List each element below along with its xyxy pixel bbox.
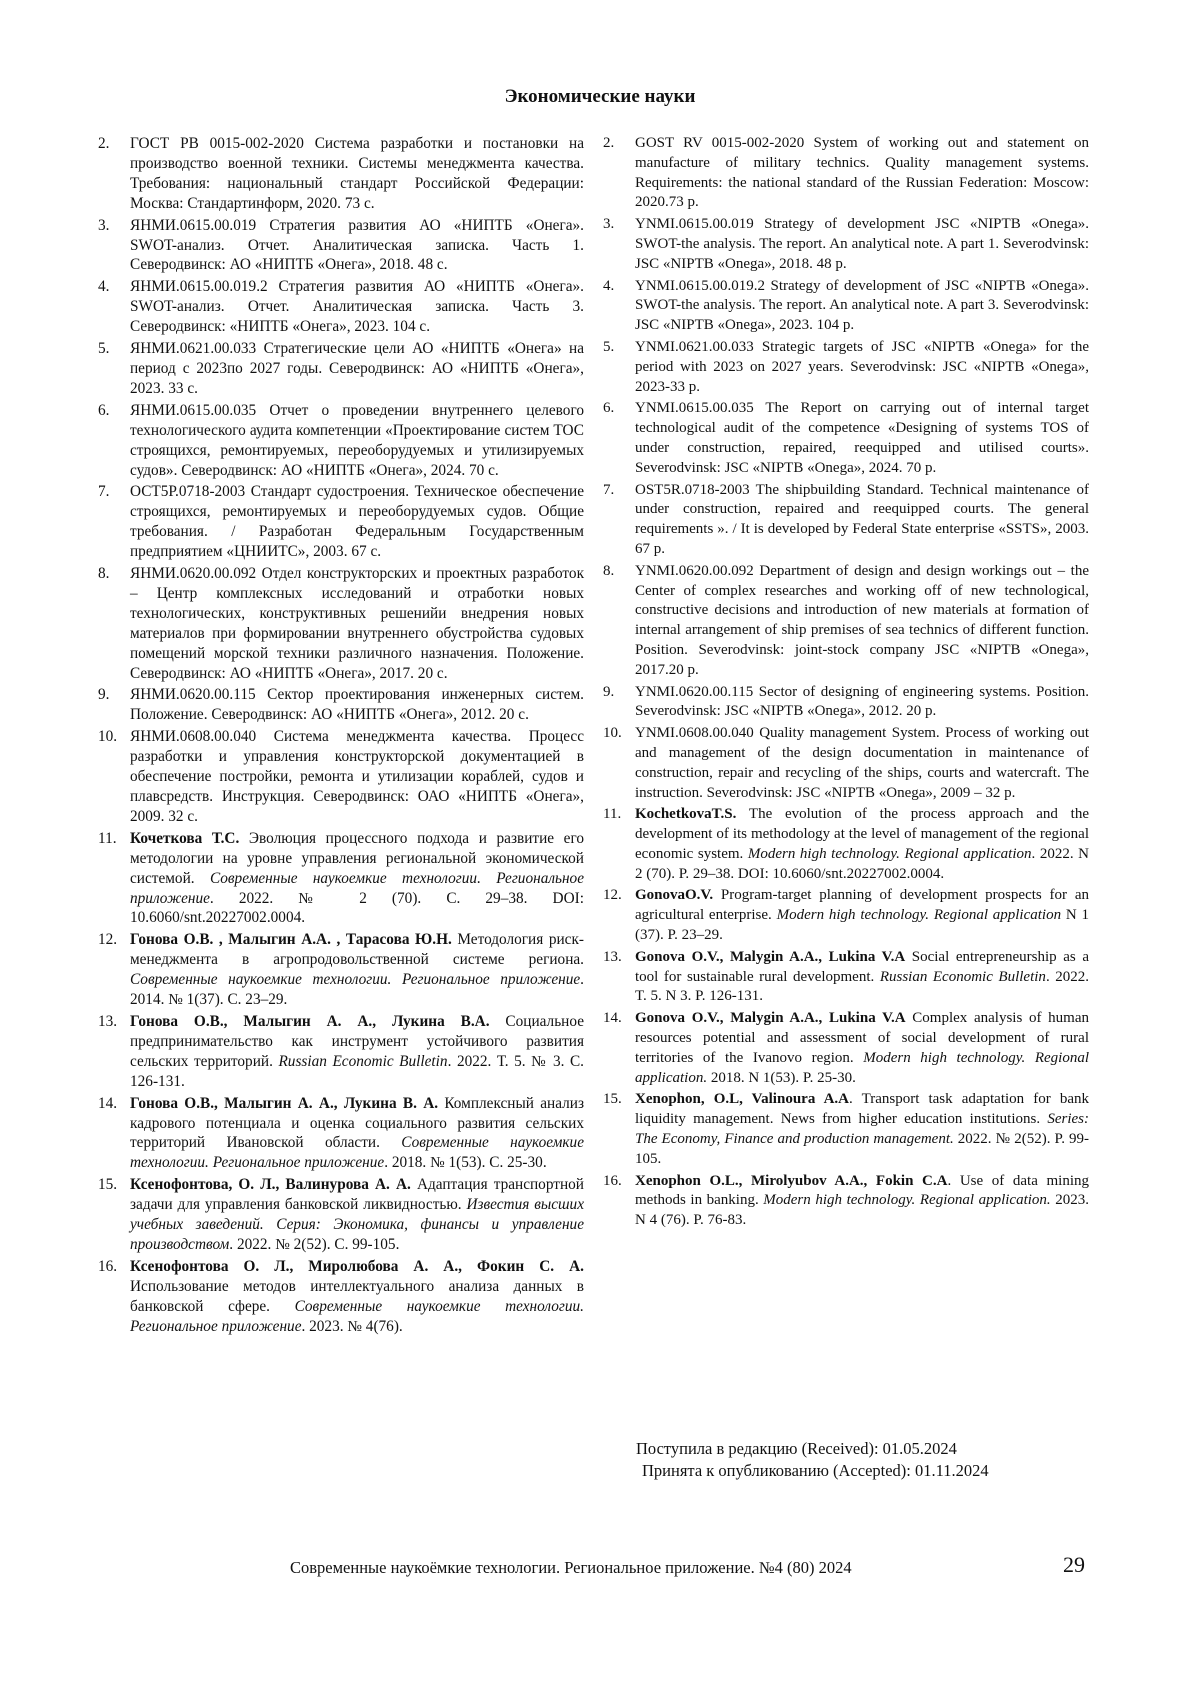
reference-number: 4. bbox=[98, 278, 110, 296]
reference-title: . Transport task adaptation for bank liquidity management. News from higher education institutions. bbox=[635, 1091, 1089, 1128]
reference-details: . 2018. № 1(53). С. 25-30. bbox=[384, 1154, 547, 1172]
reference-item bbox=[98, 829, 584, 929]
reference-authors: Xenophon O.L., Mirolyubov A.A., Fokin C.A bbox=[635, 1172, 948, 1189]
reference-authors: Gonova O.V., Malygin A.A., Lukina V.A bbox=[635, 948, 906, 965]
reference-title: OST5R.0718-2003 The shipbuilding Standard. Technical maintenance of under construction, repaired and reequipped courts. The general requirements ». / It is developed by Federal State enterprise «SSTS», 2003. 67 p. bbox=[635, 481, 1089, 557]
reference-title: YNMI.0621.00.033 Strategic targets of JSC «NIPTB «Onega» for the period with 2023 on 2027 years. Severodvinsk: JSC «NIPTB «Onega», 2023-33 p. bbox=[635, 338, 1089, 395]
reference-title: ЯНМИ.0615.00.035 Отчет о проведении внутреннего целевого технологического аудита компетенции «Проектирование систем ТОС строящихся, ремонтируемых, переоборудуемых и утилизируемых судов». Северодвинск: АО «НИПТБ «Онега», 2024. 70 с. bbox=[130, 401, 584, 479]
reference-number: 14. bbox=[98, 1094, 118, 1112]
reference-text bbox=[130, 930, 584, 1010]
reference-text bbox=[130, 727, 584, 827]
reference-text bbox=[130, 1094, 584, 1174]
reference-number: 13. bbox=[98, 1012, 118, 1030]
reference-number: 5. bbox=[603, 338, 615, 355]
reference-text bbox=[130, 401, 584, 481]
reference-title: Social entrepreneurship as a tool for sustainable rural development. bbox=[635, 948, 1089, 985]
reference-number: 12. bbox=[98, 931, 118, 949]
reference-title: YNMI.0615.00.019 Strategy of development JSC «NIPTB «Onega». SWOT-the analysis. The report. An analytical note. A part 1. Severodvinsk: JSC «NIPTB «Onega», 2018. 48 p. bbox=[635, 216, 1089, 272]
reference-details: . 2022. № 2 (70). С. 29–38. DOI: 10.6060/snt.20227002.0004. bbox=[130, 889, 584, 927]
reference-details: 2018. N 1(53). P. 25-30. bbox=[707, 1069, 856, 1086]
reference-journal: Современные наукоемкие технологии. Региональное приложение bbox=[130, 971, 581, 989]
reference-title: Эволюция процессного подхода и развитие его методологии на уровне управления региональной экономической системой. bbox=[130, 829, 585, 887]
reference-item bbox=[98, 1094, 584, 1174]
reference-journal: Известия высших учебных заведений. Серия: Экономика, финансы и управление производством bbox=[130, 1196, 584, 1253]
reference-title: Program-target planning of development prospects for an agricultural enterprise. bbox=[635, 887, 1089, 924]
reference-text bbox=[635, 562, 1089, 681]
reference-item bbox=[603, 215, 1089, 274]
reference-number: 8. bbox=[603, 562, 615, 579]
reference-number: 14. bbox=[603, 1010, 622, 1027]
reference-number: 6. bbox=[603, 400, 615, 417]
reference-details: . 2022. N 2 (70). P. 29–38. DOI: 10.6060/snt.20227002.0004. bbox=[635, 845, 1090, 882]
reference-journal: Russian Economic Bulletin bbox=[278, 1052, 448, 1070]
reference-list-en bbox=[603, 134, 1089, 1231]
journal-footer: Современные наукоёмкие технологии. Региональное приложение. №4 (80) 2024 bbox=[290, 1558, 852, 1577]
reference-title: YNMI.0615.00.035 The Report on carrying out of internal target technological audit of the competence «Designing of systems TOS of under construction, repaired, reequipped and utilised courts». Severodvinsk: JSC «NIPTB «Onega», 2024. 70 p. bbox=[635, 400, 1089, 476]
reference-title: The evolution of the process approach and the development of its methodology at the level of management of the regional economic system. bbox=[635, 806, 1089, 862]
reference-title: ОСТ5Р.0718-2003 Стандарт судостроения. Техническое обеспечение строящихся, ремонтируемых и переоборудуемых судов. Общие требования. / Разработан Федеральным Государственным предприятием «ЦНИИТС», 2003. 67 с. bbox=[130, 483, 584, 561]
reference-authors: Gonova O.V., Malygin A.A., Lukina V.A bbox=[635, 1010, 906, 1027]
reference-text bbox=[635, 338, 1089, 397]
reference-journal: Russian Economic Bulletin bbox=[879, 968, 1046, 985]
reference-text bbox=[635, 399, 1089, 478]
reference-item bbox=[603, 338, 1089, 397]
reference-details: . 2022. № 2(52). С. 99-105. bbox=[229, 1235, 400, 1253]
reference-text bbox=[130, 1012, 584, 1092]
reference-number: 11. bbox=[98, 829, 117, 847]
reference-item bbox=[603, 805, 1089, 884]
reference-item bbox=[98, 339, 584, 399]
reference-details: 2022. № 2(52). P. 99-105. bbox=[635, 1131, 1089, 1167]
reference-number: 5. bbox=[98, 340, 110, 358]
reference-title: GOST RV 0015-002-2020 System of working out and statement on manufacture of military technics. Quality management systems. Requirements: the national standard of the Russian Federation: Moscow: 2020.73 p. bbox=[635, 135, 1089, 211]
reference-number: 15. bbox=[603, 1091, 622, 1108]
reference-title: ЯНМИ.0608.00.040 Система менеджмента качества. Процесс разработки и управления конструкторской документацией в обеспечение постройки, ремонта и утилизации кораблей, судов и плавсредств. Инструкция. Северодвинск: ОАО «НИПТБ «Онега», 2009. 32 с. bbox=[130, 728, 584, 825]
reference-item bbox=[603, 481, 1089, 560]
reference-text bbox=[130, 829, 584, 929]
reference-number: 15. bbox=[98, 1176, 118, 1194]
reference-text bbox=[635, 215, 1089, 274]
reference-journal: Modern high technology. Regional application bbox=[776, 907, 1062, 924]
reference-item bbox=[603, 399, 1089, 478]
reference-title: Социальное предпринимательство как инструмент устойчивого развития сельских территорий. bbox=[130, 1012, 584, 1070]
reference-text bbox=[635, 805, 1089, 884]
reference-text bbox=[635, 1090, 1089, 1169]
reference-title: Использование методов интеллектуального анализа данных в банковской сфере. bbox=[130, 1277, 584, 1315]
reference-title: . Use of data mining methods in banking. bbox=[635, 1172, 1089, 1209]
reference-text bbox=[635, 134, 1089, 213]
reference-authors: GonovaO.V. bbox=[635, 887, 714, 904]
reference-title: ГОСТ РВ 0015-002-2020 Система разработки и постановки на производство военной техники. Системы менеджмента качества. Требования: национальный стандарт Российской Федерации: Москва: Стандартинформ, 2020. 73 с. bbox=[130, 135, 584, 212]
reference-item bbox=[98, 216, 584, 276]
reference-title: ЯНМИ.0615.00.019 Стратегия развития АО «НИПТБ «Онега». SWOT-анализ. Отчет. Аналитическая записка. Часть 1. Северодвинск: АО «НИПТБ «Онега», 2018. 48 с. bbox=[130, 216, 584, 274]
reference-details: . 2022. Т. 5. № 3. С. 126-131. bbox=[130, 1052, 584, 1090]
reference-journal: Modern high technology. Regional application. bbox=[763, 1192, 1051, 1209]
reference-details: N 1 (37). P. 23–29. bbox=[635, 907, 1089, 944]
reference-number: 4. bbox=[603, 277, 615, 294]
reference-details: 2023. N 4 (76). P. 76-83. bbox=[635, 1192, 1090, 1229]
reference-item bbox=[98, 401, 584, 481]
reference-title: ЯНМИ.0620.00.092 Отдел конструкторских и проектных разработок – Центр комплексных исследований и отработки новых технологических, конструктивных решенийи внедрения новых материалов при формировании внутреннего обустройства судовых помещений морской техники различного назначения. Положение. Северодвинск: АО «НИПТБ «Онега», 2017. 20 с. bbox=[130, 565, 584, 682]
reference-number: 10. bbox=[98, 728, 118, 746]
references-english-column bbox=[603, 134, 1089, 1233]
reference-item bbox=[98, 277, 584, 337]
references-russian-column bbox=[98, 134, 584, 1338]
reference-number: 10. bbox=[603, 725, 622, 742]
received-date: Поступила в редакцию (Received): 01.05.2024 bbox=[636, 1439, 957, 1458]
page-number: 29 bbox=[1063, 1552, 1085, 1577]
reference-details: . 2014. № 1(37). С. 23–29. bbox=[130, 971, 584, 1009]
reference-item bbox=[603, 886, 1089, 945]
reference-text bbox=[130, 134, 584, 214]
reference-authors: KochetkovaT.S. bbox=[635, 806, 737, 823]
reference-item bbox=[603, 683, 1089, 723]
reference-journal: Series: The Economy, Finance and production management. bbox=[635, 1111, 1089, 1148]
reference-authors: Гонова О.В., Малыгин А. А., Лукина В.А. bbox=[130, 1012, 490, 1030]
reference-number: 16. bbox=[603, 1172, 622, 1189]
reference-item bbox=[603, 1172, 1089, 1231]
reference-journal: Современные наукоемкие технологии. Региональное приложение bbox=[130, 1134, 584, 1172]
reference-text bbox=[130, 564, 584, 683]
reference-item bbox=[603, 1090, 1089, 1169]
reference-text bbox=[635, 1172, 1089, 1231]
reference-item bbox=[98, 1012, 584, 1092]
reference-text bbox=[635, 683, 1089, 723]
reference-item bbox=[98, 482, 584, 562]
reference-text bbox=[130, 685, 584, 725]
reference-item bbox=[98, 685, 584, 725]
reference-number: 7. bbox=[603, 481, 615, 498]
reference-authors: Xenophon, O.L, Valinoura A.A bbox=[635, 1091, 849, 1108]
reference-number: 16. bbox=[98, 1257, 118, 1275]
reference-text bbox=[130, 339, 584, 399]
reference-details: . 2022. T. 5. N 3. P. 126-131. bbox=[635, 968, 1089, 1005]
reference-item bbox=[98, 727, 584, 827]
reference-authors: Ксенофонтова, О. Л., Валинурова А. А. bbox=[130, 1176, 411, 1194]
reference-item bbox=[603, 277, 1089, 336]
reference-details: . 2023. № 4(76). bbox=[301, 1317, 403, 1335]
reference-authors: Гонова О.В. , Малыгин А.А. , Тарасова Ю.Н. bbox=[130, 931, 452, 949]
reference-item bbox=[603, 134, 1089, 213]
reference-item bbox=[603, 562, 1089, 681]
reference-number: 2. bbox=[98, 135, 110, 152]
reference-title: YNMI.0608.00.040 Quality management System. Process of working out and management of the design documentation in maintenance of construction, repair and recycling of the ships, courts and watercraft. The instruction. Severodvinsk: JSC «NIPTB «Onega», 2009 – 32 p. bbox=[635, 725, 1089, 801]
reference-text bbox=[635, 948, 1089, 1007]
reference-number: 13. bbox=[603, 948, 622, 965]
section-title: Экономические науки bbox=[504, 86, 696, 107]
reference-list-ru bbox=[98, 134, 584, 1336]
reference-title: Комплексный анализ кадрового потенциала и оценка социального развития сельских территорий Ивановской области. bbox=[130, 1094, 584, 1152]
reference-number: 6. bbox=[98, 401, 110, 419]
reference-text bbox=[635, 886, 1089, 945]
reference-item bbox=[98, 930, 584, 1010]
reference-title: Адаптация транспортной задачи для управления банковской ликвидностью. bbox=[130, 1176, 584, 1214]
reference-item bbox=[98, 1175, 584, 1255]
reference-number: 9. bbox=[603, 683, 615, 700]
reference-text bbox=[635, 277, 1089, 336]
reference-item bbox=[603, 1009, 1089, 1088]
reference-text bbox=[635, 1009, 1089, 1088]
reference-text bbox=[130, 1257, 584, 1337]
reference-journal: Современные наукоемкие технологии. Региональное приложение bbox=[130, 869, 584, 907]
reference-number: 2. bbox=[603, 135, 615, 151]
reference-text bbox=[130, 1175, 584, 1255]
submission-dates bbox=[636, 1438, 989, 1482]
reference-journal: Modern high technology. Regional application bbox=[747, 845, 1032, 862]
reference-text bbox=[635, 481, 1089, 560]
reference-title: Методология риск-менеджмента в агропродовольственной системе региона. bbox=[130, 931, 585, 969]
reference-number: 3. bbox=[603, 216, 615, 233]
reference-title: Complex analysis of human resources potential and assessment of social development of rural territories of the Ivanovo region. bbox=[635, 1010, 1089, 1066]
reference-number: 11. bbox=[603, 806, 622, 823]
reference-item bbox=[98, 564, 584, 683]
reference-authors: Гонова О.В., Малыгин А. А., Лукина В. А. bbox=[130, 1094, 439, 1112]
reference-title: ЯНМИ.0615.00.019.2 Стратегия развития АО «НИПТБ «Онега». SWOT-анализ. Отчет. Аналитическая записка. Часть 3. Северодвинск: «НИПТБ «Онега», 2023. 104 с. bbox=[130, 278, 584, 336]
reference-text bbox=[635, 724, 1089, 803]
reference-authors: Кочеткова Т.С. bbox=[130, 829, 240, 847]
reference-title: YNMI.0620.00.092 Department of design and design workings out – the Center of complex researches and working off of new technological, constructive decisions and introduction of new materials at formation of internal arrangement of ship premises of sea technics of different function. Position. Severodvinsk: joint-stock company JSC «NIPTB «Onega», 2017.20 p. bbox=[635, 562, 1089, 678]
reference-title: ЯНМИ.0620.00.115 Сектор проектирования инженерных систем. Положение. Северодвинск: АО «НИПТБ «Онега», 2012. 20 с. bbox=[130, 686, 584, 724]
reference-item bbox=[603, 724, 1089, 803]
reference-journal: Modern high technology. Regional application. bbox=[635, 1049, 1090, 1086]
reference-number: 7. bbox=[98, 483, 110, 501]
reference-authors: Ксенофонтова О. Л., Миролюбова А. А., Фокин С. А. bbox=[130, 1257, 584, 1275]
reference-title: YNMI.0615.00.019.2 Strategy of development of JSC «NIPTB «Onega». SWOT-the analysis. The report. An analytical note. A part 3. Severodvinsk: JSC «NIPTB «Onega», 2023. 104 p. bbox=[635, 277, 1089, 334]
reference-text bbox=[130, 216, 584, 276]
accepted-date: Принята к опубликованию (Accepted): 01.11.2024 bbox=[642, 1461, 989, 1480]
reference-text bbox=[130, 277, 584, 337]
reference-number: 12. bbox=[603, 887, 622, 904]
reference-journal: Современные наукоемкие технологии. Региональное приложение bbox=[130, 1297, 584, 1335]
reference-title: YNMI.0620.00.115 Sector of designing of engineering systems. Position. Severodvinsk: JSC «NIPTB «Onega», 2012. 20 p. bbox=[635, 683, 1089, 720]
reference-number: 9. bbox=[98, 686, 110, 704]
reference-text bbox=[130, 482, 584, 562]
reference-title: ЯНМИ.0621.00.033 Стратегические цели АО «НИПТБ «Онега» на период с 2023по 2027 годы. Северодвинск: АО «НИПТБ «Онега», 2023. 33 с. bbox=[130, 340, 584, 397]
reference-number: 3. bbox=[98, 216, 110, 234]
reference-item bbox=[98, 134, 584, 214]
reference-item bbox=[98, 1257, 584, 1337]
reference-item bbox=[603, 948, 1089, 1007]
reference-number: 8. bbox=[98, 565, 110, 583]
